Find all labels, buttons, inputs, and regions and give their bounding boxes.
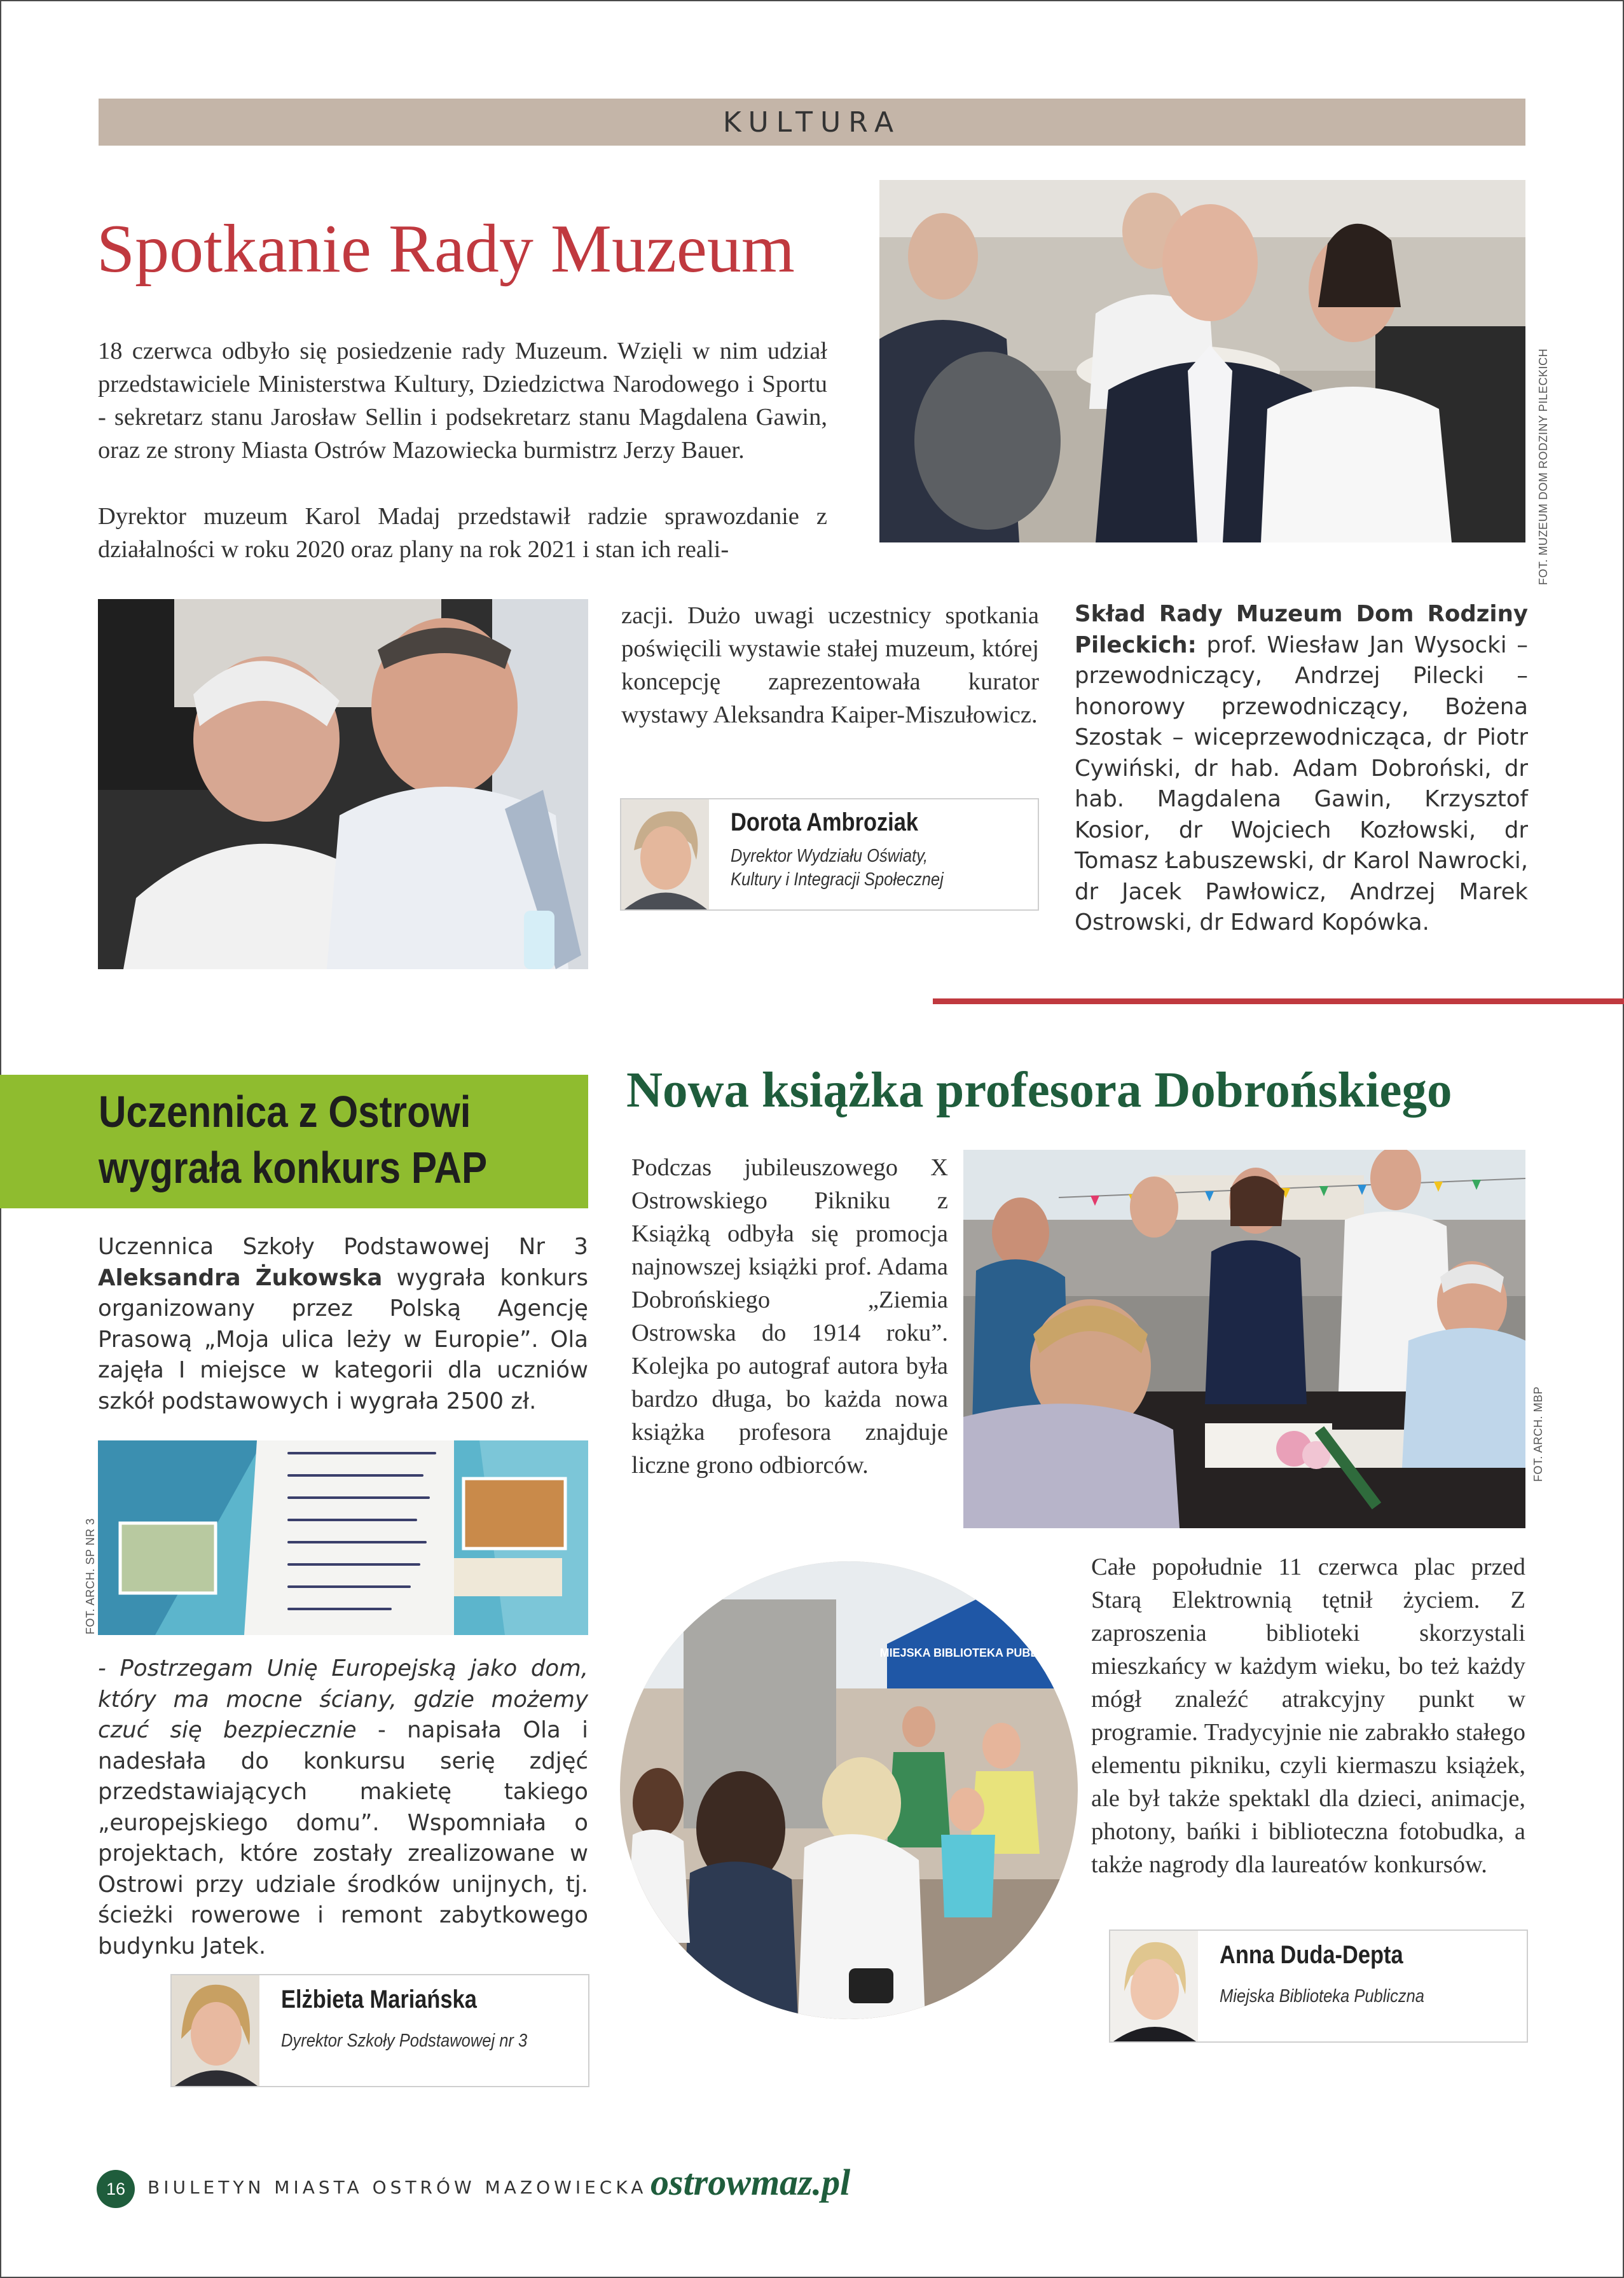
author-role: Miejska Biblioteka Publiczna — [1220, 1986, 1424, 2006]
author-card — [170, 1974, 589, 2087]
author-avatar — [172, 1975, 259, 2086]
author-role: Dyrektor Wydziału Oświaty, Kultury i Integracji Społecznej — [731, 846, 944, 890]
article2-intro: Uczennica Szkoły Podstawowej Nr 3 Aleksandra Żukowska wygrała konkurs organizowany przez Polską Agencję Prasową „Moja ulica leży w Europie”. Ola zajęła I miejsce w kategorii dla uczniów szkół podstawowych i wygrała 2500 zł. — [98, 1234, 588, 1414]
article1-paragraph: 18 czerwca odbyło się posiedzenie rady Muzeum. Wzięli w nim udział przedstawiciele Ministerstwa Kultury, Dziedzictwa Narodowego i Sportu - sekretarz stanu Jarosław Sellin i podsekretarz stanu Magdalena Gawin, oraz ze strony Miasta Ostrów Mazowiecka burmistrz Jerzy Bauer. — [98, 338, 827, 464]
author-avatar — [621, 799, 709, 909]
author-role: Dyrektor Szkoły Podstawowej nr 3 — [281, 2031, 528, 2051]
article1-headline: Spotkanie Rady Muzeum — [97, 211, 795, 287]
photo-credit: FOT. ARCH. MBP — [1532, 1386, 1545, 1482]
article2-headline: Uczennica z Ostrowi wygrała konkurs PAP — [99, 1087, 488, 1192]
photo-credit: FOT. MUZEUM DOM RODZINY PILECKICH — [1537, 348, 1550, 585]
eu-house-photo — [98, 1440, 588, 1635]
author-name: Anna Duda-Depta — [1220, 1941, 1403, 1969]
author-card — [620, 798, 1039, 911]
article3-headline: Nowa książka profesora Dobrońskiego — [626, 1063, 1452, 1118]
article3-paragraph: Całe popołudnie 11 czerwca plac przed Starą Elektrownią tętnił życiem. Z zaproszenia biblioteki skorzystali mieszkańcy w każdym wieku, bo też każdy mógł znaleźć atrakcyjny punkt w programie. Tradycyjnie nie zabrakło stałego elementu pikniku, czyli kiermaszu książek, ale był także spektakl dla dzieci, animacje, photony, bańki i biblioteczna fotobudka, a także nagrody dla laureatów konkursów. — [1091, 1554, 1525, 1878]
meeting-photo — [879, 180, 1525, 542]
article1-paragraph: Dyrektor muzeum Karol Madaj przedstawił radzie sprawozdanie z działalności w roku 2020 oraz plany na rok 2021 i stan ich reali- — [98, 503, 827, 563]
student-name: Aleksandra Żukowska — [98, 1264, 383, 1291]
author-name: Dorota Ambroziak — [731, 808, 918, 836]
book-signing-photo — [963, 1150, 1525, 1528]
photo-credit: FOT. ARCH. SP NR 3 — [84, 1518, 97, 1634]
article3-paragraph: Podczas jubileuszowego X Ostrowskiego Pikniku z Książką odbyła się promocja najnowszej książki prof. Adama Dobrońskiego „Ziemia Ostrowska do 1914 roku”. Kolejka po autograf autora była bardzo długa, bo każda nowa książka profesora znajduje liczne grono odbiorców. — [631, 1154, 948, 1479]
section-label: KULTURA — [722, 106, 902, 139]
council-list: prof. Wiesław Jan Wysocki – przewodniczący, Andrzej Pilecki – honorowy przewodniczący, Bożena Szostak – wiceprzewodnicząca, dr Piotr Cywiński, dr hab. Adam Dobroński, dr hab. Magdalena Gawin, Krzysztof Kosior, dr Wojciech Kozłowski, dr Tomasz Łabuszewski, dr Karol Nawrocki, dr Jacek Pawłowicz, Andrzej Marek Ostrowski, dr Edward Kopówka. — [1075, 632, 1528, 935]
tent-banner: MIEJSKA BIBLIOTEKA PUBLICZNA — [879, 1646, 1073, 1659]
article2-banner — [0, 1075, 588, 1208]
picnic-circle-photo — [620, 1561, 1078, 2019]
section-header — [99, 99, 1525, 146]
author-card — [1109, 1929, 1528, 2043]
student-quote: - Postrzegam Unię Europejską jako dom, który ma mocne ściany, gdzie możemy czuć się bezpiecznie — [98, 1655, 588, 1743]
footer-website: ostrowmaz.pl — [650, 2162, 851, 2203]
section-divider — [933, 998, 1624, 1004]
page-number: 16 — [97, 2170, 135, 2208]
author-avatar — [1110, 1931, 1198, 2041]
council-heading: Skład Rady Muzeum Dom Rodziny Pileckich: — [1075, 601, 1528, 658]
article1-paragraph: zacji. Dużo uwagi uczestnicy spotkania poświęcili wystawie stałej muzeum, której koncepcję zaprezentowała kurator wystawy Aleksandra Kaiper-Miszułowicz. — [621, 602, 1039, 728]
footer-publication: BIULETYN MIASTA OSTRÓW MAZOWIECKA — [148, 2177, 647, 2198]
author-name: Elżbieta Mariańska — [281, 1985, 477, 2013]
council-members — [1075, 599, 1528, 939]
article2-body: - Postrzegam Unię Europejską jako dom, który ma mocne ściany, gdzie możemy czuć się bezpiecznie - napisała Ola i nadesłała do konkursu serię zdjęć przedstawiających makietę takiego „europejskiego domu”. Wspomniała o projektach, które zostały zrealizowane w Ostrowi przy udziale środków unijnych, tj. ścieżki rowerowe i remont zabytkowego budynku Jatek. — [98, 1655, 588, 1959]
elderly-men-photo — [98, 599, 588, 969]
